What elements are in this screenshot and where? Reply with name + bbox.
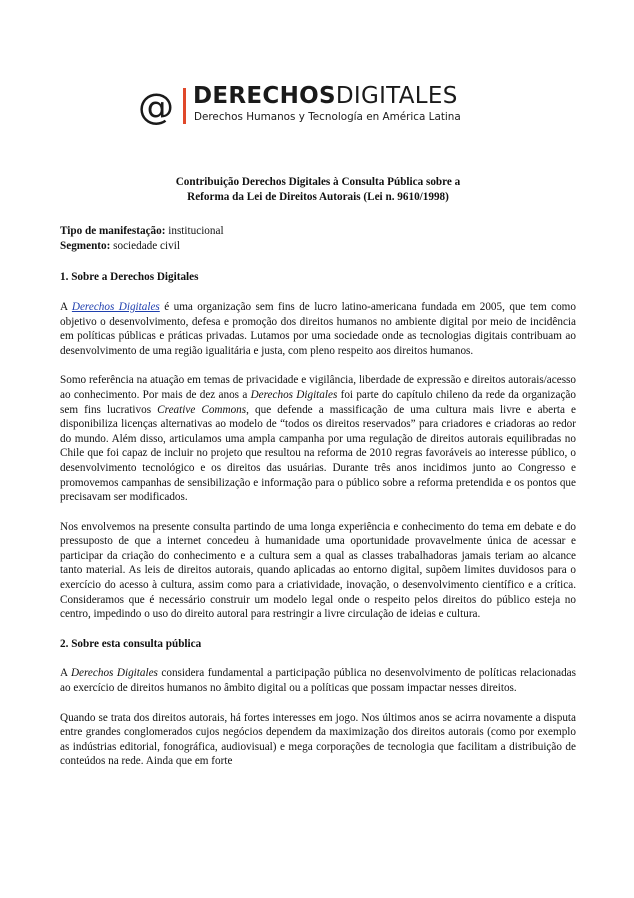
manifestation-meta: [60, 224, 576, 253]
logo-wordmark: DERECHOSDIGITALES: [193, 83, 458, 109]
document-body: [60, 175, 576, 784]
derechos-digitales-logo: [138, 84, 498, 132]
section-2-paragraph-2: Quando se trata dos direitos autorais, há fortes interesses em jogo. Nos últimos anos se acirra novamente a disputa entre grandes conglomerados cujos negócios dependem da maximização dos direitos autorais (como por exemplo as indústrias editorial, fonográfica, audiovisual) e mega corporações de tecnologia que facilitam a distribuição de conteúdos na rede. Ainda que em forte: [60, 711, 576, 768]
section-1-heading: 1. Sobre a Derechos Digitales: [60, 271, 199, 284]
meta-type: Tipo de manifestação: institucional: [60, 225, 224, 238]
derechos-digitales-link[interactable]: Derechos Digitales: [71, 300, 160, 313]
title-line-2: Reforma da Lei de Direitos Autorais (Lei n. 9610/1998): [187, 190, 449, 203]
svg-text:@: @: [138, 87, 174, 126]
document-title: [60, 175, 576, 204]
meta-segment: Segmento: sociedade civil: [60, 239, 180, 252]
logo-tagline: Derechos Humanos y Tecnología en América Latina: [194, 111, 461, 123]
section-1-paragraph-2: Somo referência na atuação em temas de privacidade e vigilância, liberdade de expressão e direitos autorais/acesso ao conhecimento. Por mais de dez anos a Derechos Digitales foi parte do capítulo chileno da rede da organização sem fins lucrativos Creative Commons, que defende a massificação de uma cultura mais livre e aberta e disponibiliza licenças alternativas ao modelo de “todos os direitos reservados” para criadores e criadoras ao redor do mundo. Além disso, articulamos uma ampla campanha por uma regulação de direitos autorais equilibradas no Chile que foi capaz de incluir no projeto que resultou na reforma de 2010 regras favoráveis ao interesse público, o desenvolvimento tecnológico e os direitos das usuárias. Durante três anos incidimos junto ao Congresso e promovemos campanhas de sensibilização e informação para o público sobre a reforma pretendida e os pontos que precisavam ser modificados.: [60, 374, 576, 504]
section-2-heading: 2. Sobre esta consulta pública: [60, 637, 202, 650]
logo-divider: [183, 88, 186, 124]
section-2-paragraph-1: A Derechos Digitales considera fundamental a participação pública no desenvolvimento de políticas relacionadas ao exercício de direitos humanos no âmbito digital ou a políticas que possam impactar nesses direitos.: [60, 667, 576, 695]
section-1-paragraph-1: A Derechos Digitales é uma organização sem fins de lucro latino-americana fundada em 2005, que tem como objetivo o desenvolvimento, defesa e promoção dos direitos humanos no ambiente digital por meio de incidência em políticas públicas e práticas privadas. Lutamos por uma sociedade onde as tecnologias digitais contribuam ao desenvolvimento de uma região igualitária e justa, com pleno respeito aos direitos humanos.: [60, 300, 576, 357]
title-line-1: Contribuição Derechos Digitales à Consulta Pública sobre a: [175, 176, 461, 188]
at-sign-icon: [138, 86, 174, 126]
section-1-paragraph-3: Nos envolvemos na presente consulta partindo de uma longa experiência e conhecimento do tema em debate e do pressuposto de que a internet concedeu à humanidade uma oportunidade provavelmente única de acessar e participar da criação do conhecimento e a cultura sem a qual as classes trabalhadoras jamais teriam ao alcance tanto material. As leis de direitos autorais, quando aplicadas ao entorno digital, supõem limites duvidosos para o exercício do acesso à cultura, assim como para a criatividade, inovação, o desenvolvimento científico e a crítica. Consideramos que é necessário construir um modelo legal onde o respeito pelos direitos do público esteja no centro, impedindo o uso do direito autoral para restringir a livre circulação de ideias e cultura.: [60, 520, 576, 621]
